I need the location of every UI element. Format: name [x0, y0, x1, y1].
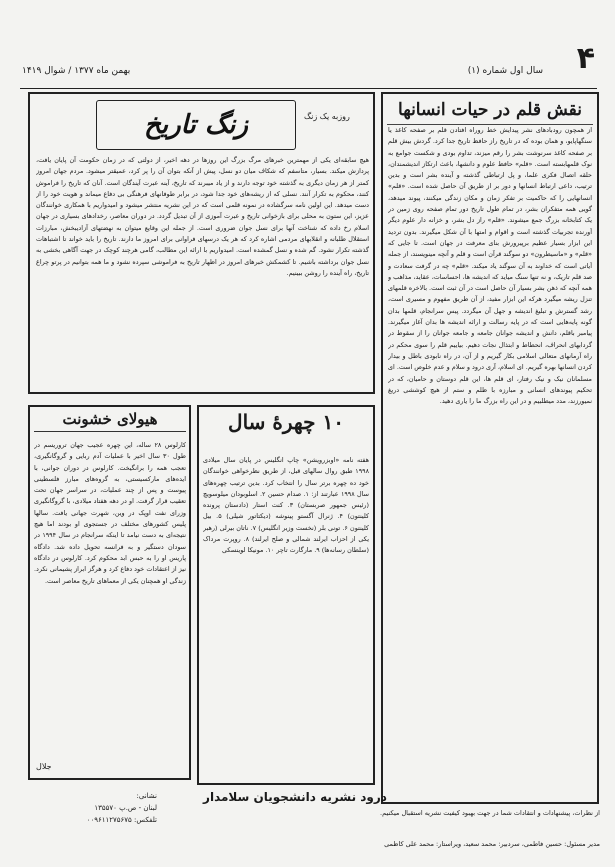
article-top-title-frame — [96, 100, 296, 150]
header-divider — [20, 88, 597, 89]
article-right-body: از همچون رودبادهای نشر پیدایش خط روراه افتادن قلم بر صفحه کاغذ یا سنگهاپایو، و همان بوده که در تاریخ راز حافظ تاریخ جدا کرد. گردش بیش قلم بر صفحه کاغذ سرنوشت بشر را رقم میزند، تداوم بودی و شکست جوامع به نوک قلمهابسته است. «قلم» حافظ علوم و دانشها، باعث ارتکاز اندیشمندان، حلقه اتصال فکری علما، و پل ارتباطی گذشته و آینده بشر است و بدین ترتیب، داعی ارتباط انسانها و دور بر از طریق آن حاصل شده است. «قلم» انسانهایی را که حاکمیت بر تفکر زمان و مکان زندگی میکنند، پیوند میدهد، گویی همه متفکران بشر، در تمام طول تاریخ دور تمام صفحه روی زمین در یک کتابخانه بزرگ جمع میشوند. «قلم» راز دل بشر، و خزانه دار علوم دیگر آورنده تجربیات گذشته است و اقوام و امتها با آن شکل میگیرند. بدون تردید این ابزار بسیار عظیم برپیرورش بنای معرفت در جهان است. تا جایی که «قلم» و «ماسیطرون» دو سوگند قرآن است و قلم و آنچه مینویسند، از جمله آیاتی است که خداوند به آن سوگند یاد میکند. «قلم» چه در گرفت سعادت و صد قلم تاریک، و نه تنها سنگ میاید که اندیشه ها، احساسات، عقاید، مذاهب و همه آنچه که ذهن بشر بسیار آن حاصل است در آن ثبت است. بالاخره قلمهای تنزل ریشه میگیرد هرکه این ابزار مفید، از آن طریق مفهوم و مسیری است، رشد گسترش و تبلیغ اندیشه و جهل آن میگردد. پیس سرانجام، قلمها بدان گونه پایه‌هایی است که در پایه رسالت و ارائه اندیشه ها بدان آغاز میگیرند. پیامبر باقلم، دانش و اندیشه جوانان جامعه و جامعه جوانان را از سقوط در گردابهای انحراف، انحطاط و ابتذال نجات دهیم. بیاییم قلم را سوی محکم در راه آرمانهای متعالی اسلامی بکار گیریم و از آن، در راه نابودی باطل و بیدار کردن انسانها بهره گیریم. ای اسلام، آری درود و سلام و عدم خلوص است. ای مسلمانان نیک و نیک رفتار، ای قلم ها، این قلم دوستان و حامیان، که در تحکیم پیوندهای انسانی و مبارزه با ظلم و ستم از هیچ کوششی دریغ نمیورزند، مدد میطلبیم و در این راه بزرگ ما را یاری دهید. — [388, 126, 592, 406]
article-top-kicker: روزبه یک زنگ — [304, 112, 350, 121]
footer-title: درود نشریه دانشجویان سلامدار — [203, 790, 387, 804]
article-left-body: کارلوس ۲۸ ساله، این چهره عجیب جهان تروریسم در طول ۳۰ سال اخیر با عملیات آدم ربایی و گروگانگیری، تعجب همه را برانگیخت. کارلوس در دوران جوانی، با ایده‌های مارکسیستی، به گروه‌های مبارز فلسطینی پیوست و پس از چند عملیات، در سراسر جهان تحت تعقیب قرار گرفت. او در دهه هفتاد میلادی، با گروگانگیری وزرای نفت اوپک در وین، شهرت جهانی یافت. سالها پلیس کشورهای مختلف در جستجوی او بودند اما هیچ نتیجه‌ای به دست نیامد تا اینکه سرانجام در سال ۱۹۹۴ در سودان دستگیر و به فرانسه تحویل داده شد. دادگاه پاریس او را به حبس ابد محکوم کرد. کارلوس در دادگاه نیز از اعتقادات خود دفاع کرد و هرگز ابراز پشیمانی نکرد. زندگی او همچنان یکی از معماهای تاریخ معاصر است. — [34, 441, 186, 585]
contact-address: لبنان - ص.پ ۱۳۵۵۷۰ — [94, 804, 157, 812]
footer-editors: مدیر مسئول: حسین فاطمی، سردبیر: محمد سعید، ویراستار: محمد علی کاظمی — [384, 840, 600, 848]
contact-block — [22, 790, 157, 826]
footer-text: از نظرات، پیشنهادات و انتقادات شما در جهت بهبود کیفیت نشریه استقبال میکنیم. — [380, 809, 600, 817]
article-top-body: هیچ سابقه‌ای یکی از مهمترین خبرهای مرگ بزرگ این روزها در دهه اخیر، از دولتی که در زمان حکومت آن پایان یافت، پردازش میکند. بسیار، متاسفم که شکاف میان دو نسل، پیش از آنکه بتوان آن را پر کرد، عمیقتر میشود. مردم جهان امروز کمتر از هر زمان دیگری به گذشته خود توجه دارند و از یاد میبرند که تاریخ، آینه عبرت آیندگان است. آنان که تاریخ را فراموش کنند، محکوم به تکرار آنند. نسلی که از ریشه‌های خود جدا شود، در برابر طوفانهای فرهنگی بی دفاع میماند و هویت خود را از دست میدهد. این اولین نامه سرگشاده در نمونه قلمی است که در این نشریه منتشر میشود و امیدواریم با همکاری خوانندگان عزیز، این ستون به محلی برای بازخوانی تاریخ و عبرت آموزی از آن تبدیل گردد. در دوران معاصر، رخدادهای بسیاری در جهان اسلام رخ داده که شناخت آنها برای نسل جوان ضروری است. از جمله این وقایع میتوان به نهضتهای آزادیبخش، مبارزات استقلال طلبانه و انقلابهای مردمی اشاره کرد که هر یک درسهای فراوانی برای امروز ما دارند. تاریخ را باید خواند تا اشتباهات گذشته تکرار نشود. گم شده و نسل گمشده است. امیدواریم با ارائه این مطالب، گامی هرچند کوچک در جهت آگاهی بخشی به نسل جوان برداشته باشیم. تا کشمکش خبرهای امروز در اظهار تاریخ به فراموشی سپرده نشود و ما همه بتوانیم در پرتو چراغ تاریخ، راه آینده را روشن ببینیم. — [36, 156, 369, 277]
article-top-title: زنگ تاریخ — [144, 110, 248, 140]
article-left-title: هیولای خشونت — [34, 410, 186, 432]
issue-label: سال اول شماره (۱) — [467, 66, 543, 76]
contact-label: نشانی: — [136, 792, 157, 800]
page-number: ۴ — [576, 41, 595, 76]
contact-phone: تلفکس: ۰۰۹۶۱۱۲۷۵۶۷۵ — [86, 816, 157, 824]
article-mid-body: هفته نامه «اوبزرویشن» چاپ انگلیس در پایان سال میلادی ۱۹۹۸ طبق روال سالهای قبل، از طریق نظرخواهی خوانندگان خود ده چهره برتر سال را انتخاب کرد. بدین ترتیب چهره‌های سال ۱۹۹۸ عبارتند از: ۱. صدام حسین ۲. اسلوبودان میلوسویچ (رئیس جمهور صربستان) ۳. کنت استار (دادستان پرونده کلینتون) ۴. ژنرال آگستو پینوشه (دیکتاتور شیلی) ۵. بیل کلینتون ۶. تونی بلر (نخست وزیر انگلیس) ۷. ناتان بیرلی (رهبر یکی از احزاب ایرلند شمالی و صلح ایرلند) ۸. روپرت مرداک (سلطان رسانه‌ها) ۹. مارگارت تاچر ۱۰. مونیکا لوینسکی — [203, 456, 369, 555]
date-label: بهمن ماه ۱۳۷۷ / شوال ۱۴۱۹ — [22, 66, 131, 76]
article-right-title: نقش قلم در حیات انسانها — [387, 94, 593, 125]
article-mid-title: ۱۰ چهرهٔ سال — [228, 410, 344, 434]
article-left-signature: جلال — [36, 762, 52, 771]
